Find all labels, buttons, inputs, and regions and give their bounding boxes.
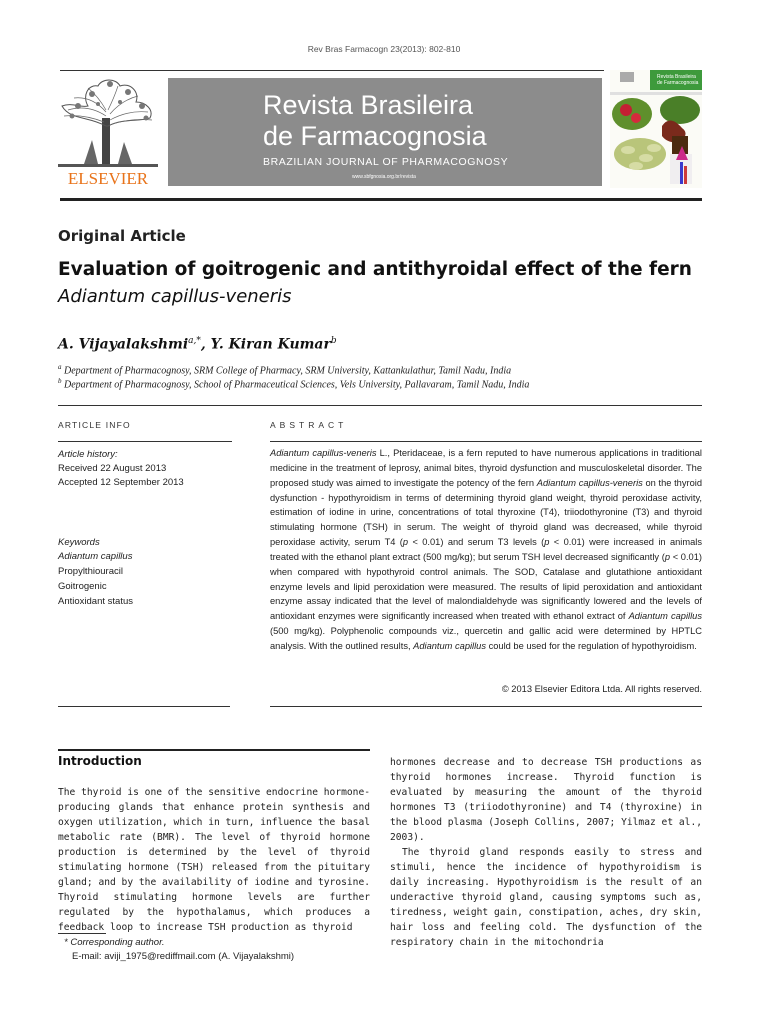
elsevier-logo [58, 76, 158, 192]
elsevier-tree-icon [58, 76, 158, 192]
species-name: Adiantum capillus [413, 640, 487, 651]
affiliation-a [58, 363, 511, 376]
article-info-bottom-rule [58, 706, 230, 707]
article-title-line2: Adiantum capillus-veneris [58, 286, 292, 307]
article-info-rule [58, 441, 232, 442]
affiliation-mark: a [58, 363, 62, 371]
header-bottom-rule [60, 198, 702, 201]
banner-title [263, 90, 487, 152]
affiliation-mark: b [58, 377, 62, 385]
header-top-rule [60, 70, 604, 71]
banner-subtitle: BRAZILIAN JOURNAL OF PHARMACOGNOSY [263, 156, 509, 168]
affiliation-rule [58, 405, 702, 406]
keyword-item: Adiantum capillus [58, 551, 133, 562]
accepted-date: Accepted 12 September 2013 [58, 477, 184, 488]
received-date: Received 22 August 2013 [58, 463, 167, 474]
keywords-label: Keywords [58, 537, 100, 548]
introduction-left-column [58, 785, 370, 935]
species-name: Adiantum capillus-veneris [536, 477, 643, 488]
species-name: Adiantum capillus [628, 611, 702, 622]
affiliation-text: Department of Pharmacognosy, School of Pharmaceutical Sciences, Vels University, Pallavaram, Tamil Nadu, India [64, 379, 530, 391]
abstract-bottom-rule [270, 706, 702, 707]
paragraph: hormones decrease and to decrease TSH productions as thyroid hormones increase. Thyroid function is evaluated by measuring the amount of the thyroid hormones T3 (triiodothyronine) and T4 (thyroxine) in the blood plasma (Joseph Collins, 2007; Yilmaz et al., 2003). [390, 757, 702, 843]
author-name: A. Vijayalakshmi [58, 336, 189, 353]
abstract-text: Adiantum capillus-veneris L., Pteridaceae, is a fern reputed to have numerous applications in traditional medicine in the treatment of leprosy, animal bites, thyroid dysfunction and musculoskeletal disorder. The proposed study was aimed to investigate the potency of the fern Adiantum capillus-veneris on the thyroid dysfunction - hypothyroidism in terms of determining thyroid gland weight, thyroid peroxidase activity, estimation of iodine in urine, concentrations of total thyroxine (T4), triiodothyronine (T3) and thyroid stimulating hormone (TSH) in serum. The weight of thyroid gland was decreased, while thyroid peroxidase activity, serum T4 (p < 0.01) and serum T3 levels (p < 0.01) were increased in animals treated with the ethanol plant extract (500 mg/kg); but serum TSH level decreased significantly (p < 0.01) when compared with hypothyroid control animals. The SOD, Catalase and glutathione antioxidant enzyme levels and lipid peroxidation were measured. The results of lipid peroxidation and antioxidant enzyme assay indicated that the level of malondialdehyde was significantly lowered and the levels of antioxidant enzymes were significantly increased when treated with ethanol extract of Adiantum capillus (500 mg/kg). Polyphenolic compounds viz., quercetin and gallic acid were determined by HPTLC analysis. With the outlined results, Adiantum capillus could be used for the regulation of hypothyroidism. [270, 448, 702, 651]
affiliation-text: Department of Pharmacognosy, SRM College of Pharmacy, SRM University, Kattankulathur, Tamil Nadu, India [64, 365, 512, 377]
affiliation-b [58, 377, 529, 390]
corresponding-email: E-mail: aviji_1975@rediffmail.com (A. Vijayalakshmi) [72, 951, 295, 962]
abstract-rule [270, 441, 702, 442]
cover-title-line1: Revista Brasileira [657, 74, 696, 80]
footnote-rule [58, 933, 106, 934]
copyright-notice: © 2013 Elsevier Editora Ltda. All rights reserved. [501, 684, 702, 694]
author-list [58, 336, 337, 353]
paragraph: The thyroid gland responds easily to stress and stimuli, hence the incidence of hypothyroidism is daily increasing. Hypothyroidism is the result of an underactive thyroid gland, causing symptoms such as, tiredness, weight gain, constipation, aches, dry skin, hair loss and feeling cold. The dysfunction of the respiratory chain in the mitochondria [390, 847, 702, 948]
article-type: Original Article [58, 227, 186, 245]
corresponding-author-note: * Corresponding author. [64, 937, 165, 948]
author-affiliation-mark: a,* [188, 336, 201, 346]
species-name: Adiantum capillus-veneris [270, 448, 377, 458]
publisher-name: ELSEVIER [67, 169, 149, 188]
cover-title-line2: de Farmacognosia [657, 80, 699, 86]
author-name: Y. Kiran Kumar [210, 336, 331, 353]
introduction-right-column [390, 755, 702, 950]
cover-image [610, 70, 702, 188]
journal-cover-thumbnail [610, 70, 702, 188]
author-separator: , [200, 336, 211, 353]
journal-reference: Rev Bras Farmacogn 23(2013): 802-810 [307, 44, 461, 54]
banner-url: www.sbfgnosia.org.br/revista [352, 174, 416, 180]
banner-title-line1: Revista Brasileira [263, 90, 474, 120]
paragraph: The thyroid is one of the sensitive endocrine hormone-producing glands that enhance protein synthesis and oxygen utilization, which in turn, influence the basal metabolic rate (BMR). The level of thyroid hormone production is determined by the level of thyroid stimulating hormone (TSH) released from the pituitary gland; and by the availability of iodine and tyrosine. Thyroid stimulating hormone levels are further regulated by the hypothalamus, which produces a feedback loop to increase TSH production as thyroid [58, 787, 370, 933]
banner-title-line2: de Farmacognosia [263, 121, 487, 151]
abstract-heading: ABSTRACT [270, 420, 348, 430]
article-info-heading: ARTICLE INFO [58, 420, 131, 430]
article-history-label: Article history: [58, 449, 118, 460]
keyword-item: Antioxidant status [58, 596, 133, 607]
introduction-heading: Introduction [58, 754, 142, 768]
introduction-rule [58, 749, 370, 751]
keyword-item: Propylthiouracil [58, 566, 123, 577]
keyword-item: Goitrogenic [58, 581, 107, 592]
author-affiliation-mark: b [330, 336, 337, 346]
article-title-line1: Evaluation of goitrogenic and antithyroidal effect of the fern [58, 259, 692, 280]
